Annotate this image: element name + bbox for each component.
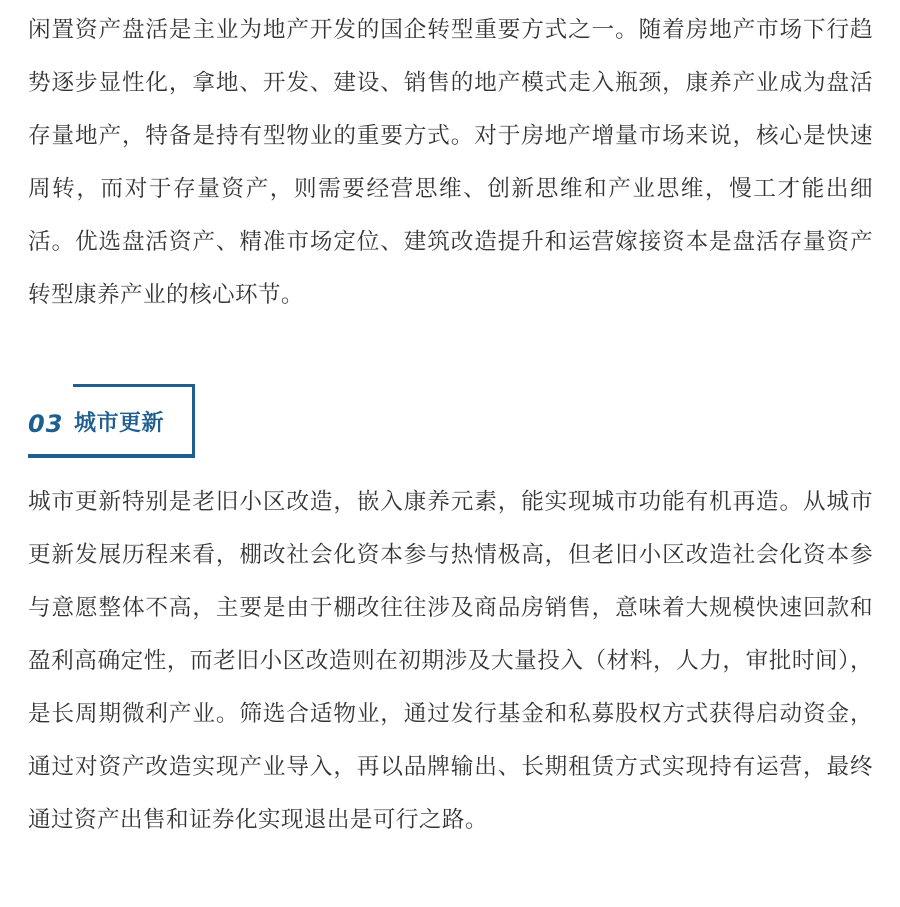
section-heading [28, 384, 195, 458]
intro-paragraph: 闲置资产盘活是主业为地产开发的国企转型重要方式之一。随着房地产市场下行趋势逐步显性化，拿地、开发、建设、销售的地产模式走入瓶颈，康养产业成为盘活存量地产，特备是持有型物业的重要方式。对于房地产增量市场来说，核心是快速周转，而对于存量资产，则需要经营思维、创新思维和产业思维，慢工才能出细活。优选盘活资产、精准市场定位、建筑改造提升和运营嫁接资本是盘活存量资产转型康养产业的核心环节。 [28, 17, 873, 308]
section-number: 03 [28, 410, 64, 438]
heading-right-border [192, 384, 195, 458]
urban-renewal-paragraph: 城市更新特别是老旧小区改造，嵌入康养元素，能实现城市功能有机再造。从城市更新发展历程来看，棚改社会化资本参与热情极高，但老旧小区改造社会化资本参与意愿整体不高，主要是由于棚改往往涉及商品房销售，意味着大规模快速回款和盈利高确定性，而老旧小区改造则在初期涉及大量投入（材料，人力，审批时间），是长周期微利产业。筛选合适物业，通过发行基金和私募股权方式获得启动资金，通过对资产改造实现产业导入，再以品牌输出、长期租赁方式实现持有运营，最终通过资产出售和证券化实现退出是可行之路。 [28, 489, 873, 833]
heading-top-border [73, 384, 195, 387]
section-title: 城市更新 [74, 411, 165, 436]
heading-bottom-border [28, 454, 195, 458]
